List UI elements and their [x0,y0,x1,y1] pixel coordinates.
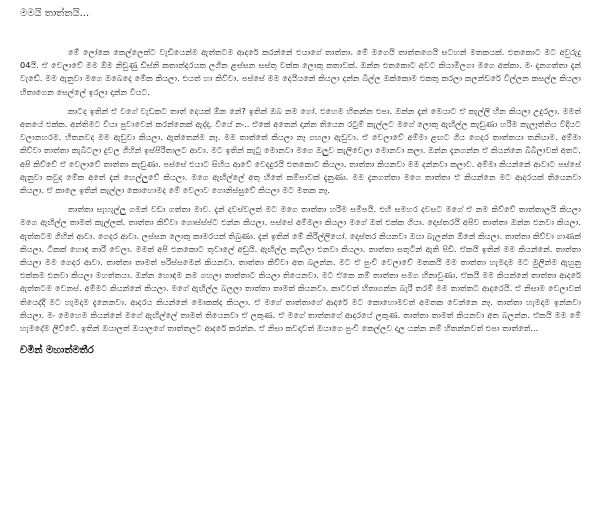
letter-paragraph-3: තාත්තා සැහැල්ලු ගමන් වඩා ගත්තා මාව. දැන් දවස්වලත් මට මගෙ තාත්තා හරිම සමීපයි. එහි සමහර දවසට මගේ ඒ නම කිව්වේ තාත්තාලයි කියලා මගෙ ඇඟිල්ල තාමත් කැල්ලක්. තාත්තා කිව්වා ගොස්ස්ප්ට එන්න කියලා. පස්සේ අම්මලා කියලා මගේ ඔත් එක්ක ගියා. දොස්තරයි අපිව තාත්තා ඔන්න එනවා කියලා. ඇත්තටම ගිහින් ආවා. ගෙදර ආවා. ලස්සන ලොකු කාමරයක් තිබුණා. දැන් ඉතින් මේ කිරිල්ලියෝ. දොස්තර කියනවා ඔයා බැලන්න ඕනේ කියලා. තාත්තා කිව්වා ගාණක් කියලා. ටිකක් හොඳ තාරි වෙලා. මමත් අපි එනකොට තුවාලේ අඩුයි. ඇඟිල්ල කැඩිලා එනවා කියලා. තාත්තා සතුටින් ඇති පිඩි. ඒකයි ඉතින් මම කියන්නේ. තාත්තා කියලා මම ගෙදර ආවා. තාත්තා තාමත් පරිස්සමෙන් කියනවා. තාත්තා කිව්වා අත බලන්න. මට ඒ පුංචි වෙලාවේ මතකයි මම තාත්තා හැමදාම මට මුලින්ම ඇහුනු එක්කම එනවා කියලා මහත්තයා. ඔන්න හොඳම නම ගහලා තාත්තාට කියලා තියෙනවා. මට ඒකෙ නම් තාත්තා සමග හිනාවුණා. ඒකයි මම කියන්නේ තාත්තා ආදරේ ඇත්තටම වෙනස්. අම්මට කියන්නේ කියලා. මගේ ඇඟිල්ල බලලා තාත්තා තාමත් කියනවා. කාටවත් හිතාගන්න බැරි තරම් මම තාත්තට ආදරෙයි. ඒ නිසාම වෙලාවක් තියෙද්දී මට හැමදාම දැනෙනවා. ආදරය කියන්නේ මොකක්ද කියලා. ඒ මගේ තාත්තාගේ ආදරේ මට කොහොමවත් අමතක වෙන්නෙ නෑ. තාත්තා හැමදාම ඉන්නවා කියලා. මං මෙහෙම කියන්නේ මගේ ඇඟිල්ලේ තාමත් තියෙනවා ඒ ලකුණ. ඒ මගේ තාත්තගේ ආදරයේ ලකුණ. තාත්තා තාමත් කියනවා අත බලන්න. ඒකයි මම මේ හැමදේම ලිව්වේ. ඉතින් ඔයාලත් ඔයාලගේ තාත්තලට ආදරේ කරන්න. ඒ නිසා කවදාවත් ඔයාගෙ පුංචි කෙල්ලව දාල යන්න නම් හිතන්නවත් එපා තාත්තේ... [20,204,581,334]
letter-greeting: මමයි තාත්තයි... [20,8,90,19]
author-signature: චමින් මහාත්මතීර [20,345,94,357]
letter-paragraph-1: මේ ලෝකෙ කෙල්ලෙක්ට වැඩියෙන්ම ඇත්තටම ආදරේ කරන්නේ එයාගේ තාත්තා. මේ මගෙයි තාත්තගෙයි සටහන් මතකයක්. එතකොට මට අවුරුදු 04යි. ඒ වෙලාවේ මම ඕම නිඩුණු ඩිස්නි කතාන්දරයක ලගින ළස්සන සස්තු වක්ක ලොකු කතාවක්. ඔන්න එතකොට අවට කියාමිලගා මගෙ අක්කා. මං දැනගත්තා දැන් වැඩේ. මම ඇනුවා මගෙ ඔබෙදෙ මේක කියලා. එයත් හා කිව්වා. පස්සේ මම දෙයියනේ කියලා දන්න බිල්ල ඔක්කොම එකතු කරලා කලන්ඩරේ විල්ලන කසල්ල කියලා හිතාගෙන සෙල්ලේ ඉරලා දාන්න වියට. [20,47,581,97]
letter-paragraph-2: කාටද ඉතින් ඒ වගේ වැඩකට තාත් දෙයක් ඕන නේ? ඉතින් ඔබ නම ගෝ. එහෙම හිතන්න එපා. ඔන්න දැන් මෙයාට ඒ කැල්ලි හින කියලා උදුරලා. මමත් අතයේ එක්ක. අන්තිමට වියා පුවාවෙන් කරන්නෙක් ඇද්දා. වියේ නං.. ඒකේ අතෙන් දාන්න තියෙන රටුම් කැල්ලට මගේ ලොකු ඇඟිල්ල කැඩුණා හරිම කැලෑත්තිය විදියට වලානහරම. හිතනවද මම ඇඩුවා කියලා. ඇත්තෙන්ම නෑ. මම තාත්තේ කියලා නෑ ගහලා ඇඩුවා. ඒ වෙලාවේ අම්මා ළඟට ගිය ගෙදර තාත්තයා තනියාම. අම්මා කිව්වා තාත්තා කැබිටලා දුවල ගිහින් ඉස්පිරිතාලට ආවා. මට ඉතින් කැටු මොනවා මගෙ ඔලුව කැලිවෙලා මොනවා කලා. ඔන්න දැනගන්න ඒ කියන්නෙ බිබිලාවක් අතට. අපි කිව්වේ ඒ වෙලාවේ තාත්තා කැඩුණා. පස්සේ එයාට සිහිය ආවේ වෙදදුරයි එතකොට කියලා. තාත්තා කියනවා මම දන්නවා කලාව. අම්මා කියන්නේ ආවාට පස්සේ ඇනුවා කවුද මේක අතේ දැන් හෙල්ලුවේ කියලා. මගෙ ඇඟිල්ලේ අතු හිතේ කම්පාවක් දැනුණා. මම දැනගත්තා මගෙ තාත්තා ඒ කියන්නෙ මට ආදරයක් තියෙනවා කියලා. ඒ කාලෙ ඉතින් කැල්ලා කොහොමද මේ වෙලාව ගොනිස්සුවේ කියලා මට මතක නෑ. [20,105,581,196]
